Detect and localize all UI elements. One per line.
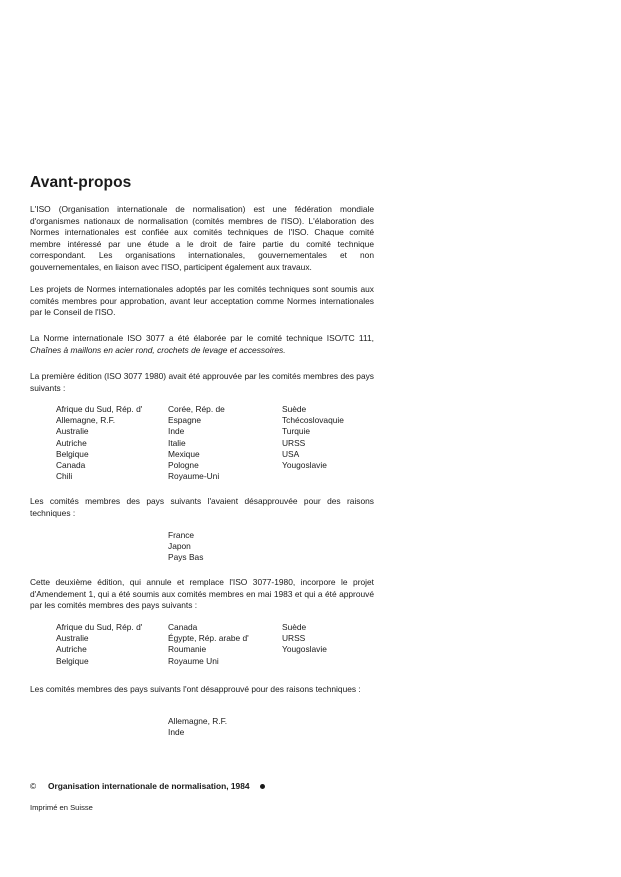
- list-item: Italie: [168, 437, 186, 448]
- copyright-icon: ©: [30, 781, 37, 791]
- list-item: Tchécoslovaquie: [282, 415, 344, 426]
- list-item: France: [168, 530, 195, 540]
- list-item: Belgique: [56, 448, 89, 459]
- list-item: Royaume Uni: [168, 655, 219, 666]
- list-item: Inde: [168, 727, 185, 738]
- list-item: Turquie: [282, 426, 311, 437]
- list-item: Belgique: [56, 655, 89, 666]
- list-item: Yougoslavie: [282, 459, 327, 470]
- list-item: Yougoslavie: [282, 644, 327, 655]
- page-title: Avant-propos: [30, 174, 132, 191]
- second-edition-disapproval-list: [168, 716, 227, 738]
- approval-column-1: [56, 622, 142, 667]
- approval-column-1: [56, 404, 142, 482]
- approval-column-2: [168, 404, 225, 482]
- list-item: USA: [282, 448, 300, 459]
- approval-column-2: [168, 622, 249, 667]
- committee-title: Chaînes à maillons en acier rond, crochets de levage et accessoires.: [30, 344, 286, 355]
- list-item: Royaume-Uni: [168, 471, 220, 482]
- list-item: Afrique du Sud, Rép. d': [56, 404, 143, 414]
- paragraph-drafts: Les projets de Normes internationales adoptés par les comités techniques sont soumis aux comités membres pour approbation, avant leur acceptation comme Normes internationales par le Conseil de l'ISO.: [30, 284, 374, 317]
- list-item: Japon: [168, 541, 191, 552]
- list-item: Allemagne, R.F.: [56, 415, 116, 426]
- paragraph-first-edition: La première édition (ISO 3077 1980) avait été approuvée par les comités membres des pays suivants :: [30, 371, 374, 393]
- list-item: Canada: [168, 622, 198, 632]
- list-item: Allemagne, R.F.: [168, 716, 228, 726]
- list-item: Australie: [56, 633, 89, 644]
- first-edition-disapproval-list: [168, 530, 203, 564]
- list-item: Suède: [282, 622, 307, 632]
- list-item: Corée, Rép. de: [168, 404, 225, 414]
- list-item: Inde: [168, 426, 185, 437]
- list-item: Roumanie: [168, 644, 207, 655]
- paragraph-second-edition: Cette deuxième édition, qui annule et remplace l'ISO 3077-1980, incorpore le projet d'Amendement 1, qui a été soumis aux comités membres en mai 1983 et qui a été approuvé par les comités membres des pays suivants :: [30, 577, 374, 610]
- list-item: URSS: [282, 437, 306, 448]
- list-item: Chili: [56, 471, 73, 482]
- list-item: Pays Bas: [168, 552, 204, 563]
- copyright-line: [30, 781, 265, 791]
- list-item: Égypte, Rép. arabe d': [168, 633, 249, 644]
- list-item: Canada: [56, 459, 86, 470]
- list-item: Australie: [56, 426, 89, 437]
- list-item: Autriche: [56, 644, 87, 655]
- printed-in: Imprimé en Suisse: [30, 803, 93, 812]
- paragraph-second-edition-disapproval: Les comités membres des pays suivants l'ont désapprouvé pour des raisons techniques :: [30, 684, 361, 694]
- elaboration-text: La Norme internationale ISO 3077 a été élaborée par le comité technique ISO/TC 111,: [30, 333, 374, 343]
- list-item: URSS: [282, 633, 306, 644]
- bullet-icon: [260, 784, 265, 789]
- list-item: Espagne: [168, 415, 202, 426]
- list-item: Mexique: [168, 448, 200, 459]
- approval-column-3: [282, 404, 344, 471]
- list-item: Pologne: [168, 459, 199, 470]
- paragraph-iso-intro: L'ISO (Organisation internationale de normalisation) est une fédération mondiale d'organismes nationaux de normalisation (comités membres de l'ISO). L'élaboration des Normes internationales est confiée aux comités techniques de l'ISO. Chaque comité membre intéressé par une étude a le droit de faire partie du comité technique correspondant. Les organisations internationales, gouvernementales et non gouvernementales, en liaison avec l'ISO, participent également aux travaux.: [30, 204, 374, 272]
- approval-column-3: [282, 622, 327, 656]
- paragraph-elaboration: [30, 333, 374, 356]
- list-item: Autriche: [56, 437, 87, 448]
- paragraph-first-edition-disapproval: Les comités membres des pays suivants l'avaient désapprouvée pour des raisons techniques :: [30, 496, 374, 518]
- list-item: Suède: [282, 404, 307, 414]
- list-item: Afrique du Sud, Rép. d': [56, 622, 143, 632]
- copyright-organisation: Organisation internationale de normalisation, 1984: [48, 781, 250, 791]
